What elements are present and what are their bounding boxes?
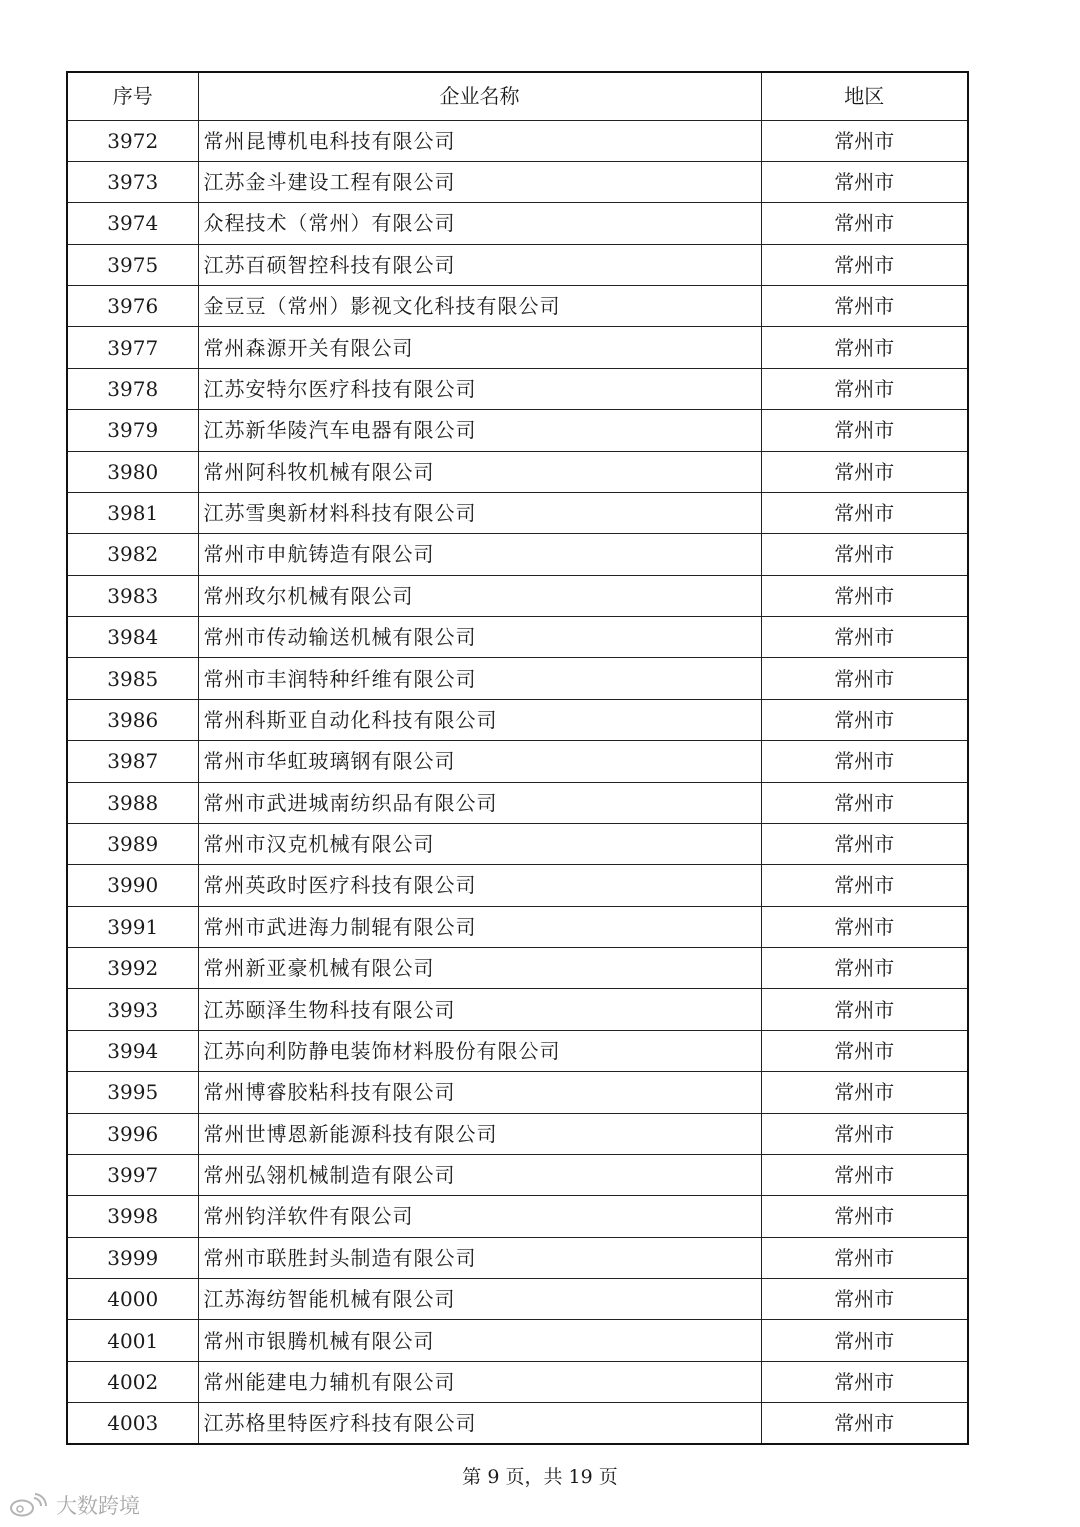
serial-number-cell: 3976 [67, 286, 198, 327]
table-row [67, 658, 968, 699]
serial-number-cell: 3985 [67, 658, 198, 699]
serial-number-cell: 3979 [67, 410, 198, 451]
table-row [67, 1196, 968, 1237]
company-name-cell: 常州市银腾机械有限公司 [198, 1320, 761, 1361]
serial-number-cell: 3995 [67, 1072, 198, 1113]
company-name-cell: 常州世博恩新能源科技有限公司 [198, 1113, 761, 1154]
company-name-cell: 江苏海纺智能机械有限公司 [198, 1279, 761, 1320]
region-cell: 常州市 [761, 244, 968, 285]
page-number-footer: 第 9 页，共 19 页 [462, 1466, 618, 1488]
region-cell: 常州市 [761, 1237, 968, 1278]
table-row [67, 1072, 968, 1113]
company-name-cell: 江苏格里特医疗科技有限公司 [198, 1403, 761, 1444]
serial-number-cell: 3974 [67, 203, 198, 244]
region-cell: 常州市 [761, 1154, 968, 1195]
region-cell: 常州市 [761, 1403, 968, 1444]
region-cell: 常州市 [761, 1361, 968, 1402]
company-name-cell: 江苏金斗建设工程有限公司 [198, 161, 761, 202]
company-name-cell: 常州市华虹玻璃钢有限公司 [198, 741, 761, 782]
region-cell: 常州市 [761, 451, 968, 492]
weibo-logo-icon [8, 1492, 50, 1518]
serial-number-cell: 3990 [67, 865, 198, 906]
company-name-cell: 常州阿科牧机械有限公司 [198, 451, 761, 492]
serial-number-cell: 3992 [67, 948, 198, 989]
company-name-cell: 众程技术（常州）有限公司 [198, 203, 761, 244]
serial-number-cell: 3989 [67, 823, 198, 864]
table-row [67, 989, 968, 1030]
region-cell: 常州市 [761, 989, 968, 1030]
serial-number-cell: 3987 [67, 741, 198, 782]
serial-number-cell: 3997 [67, 1154, 198, 1195]
table-row [67, 948, 968, 989]
serial-number-cell: 3975 [67, 244, 198, 285]
company-name-cell: 常州市汉克机械有限公司 [198, 823, 761, 864]
serial-number-cell: 4003 [67, 1403, 198, 1444]
table-row [67, 1361, 968, 1402]
serial-number-cell: 4000 [67, 1279, 198, 1320]
table-row [67, 492, 968, 533]
company-name-cell: 常州能建电力辅机有限公司 [198, 1361, 761, 1402]
header-company-name: 企业名称 [198, 72, 761, 120]
table-row [67, 823, 968, 864]
region-cell: 常州市 [761, 368, 968, 409]
region-cell: 常州市 [761, 1113, 968, 1154]
company-name-cell: 常州市申航铸造有限公司 [198, 534, 761, 575]
company-name-cell: 常州市武进城南纺织品有限公司 [198, 782, 761, 823]
table-row [67, 1279, 968, 1320]
table-row [67, 203, 968, 244]
region-cell: 常州市 [761, 782, 968, 823]
region-cell: 常州市 [761, 948, 968, 989]
company-name-cell: 江苏向利防静电装饰材料股份有限公司 [198, 1030, 761, 1071]
region-cell: 常州市 [761, 534, 968, 575]
serial-number-cell: 3978 [67, 368, 198, 409]
table-row [67, 451, 968, 492]
region-cell: 常州市 [761, 120, 968, 161]
region-cell: 常州市 [761, 410, 968, 451]
company-name-cell: 常州市联胜封头制造有限公司 [198, 1237, 761, 1278]
watermark [8, 1490, 140, 1520]
region-cell: 常州市 [761, 1030, 968, 1071]
table-row [67, 906, 968, 947]
region-cell: 常州市 [761, 203, 968, 244]
table-row [67, 575, 968, 616]
table-row [67, 617, 968, 658]
region-cell: 常州市 [761, 865, 968, 906]
table-row [67, 741, 968, 782]
region-cell: 常州市 [761, 823, 968, 864]
company-name-cell: 江苏雪奥新材料科技有限公司 [198, 492, 761, 533]
region-cell: 常州市 [761, 1279, 968, 1320]
company-name-cell: 常州钧洋软件有限公司 [198, 1196, 761, 1237]
region-cell: 常州市 [761, 492, 968, 533]
company-name-cell: 常州昆博机电科技有限公司 [198, 120, 761, 161]
table-row [67, 699, 968, 740]
company-name-cell: 常州市传动输送机械有限公司 [198, 617, 761, 658]
table-row [67, 534, 968, 575]
serial-number-cell: 3973 [67, 161, 198, 202]
company-name-cell: 常州市武进海力制辊有限公司 [198, 906, 761, 947]
region-cell: 常州市 [761, 327, 968, 368]
region-cell: 常州市 [761, 1196, 968, 1237]
table-row [67, 368, 968, 409]
company-name-cell: 常州玫尔机械有限公司 [198, 575, 761, 616]
serial-number-cell: 3994 [67, 1030, 198, 1071]
table-row [67, 1237, 968, 1278]
table-row [67, 782, 968, 823]
serial-number-cell: 3981 [67, 492, 198, 533]
watermark-text: 大数跨境 [56, 1494, 140, 1518]
table-row [67, 327, 968, 368]
company-list-table [66, 71, 969, 1445]
region-cell: 常州市 [761, 1320, 968, 1361]
company-name-cell: 江苏百硕智控科技有限公司 [198, 244, 761, 285]
serial-number-cell: 3982 [67, 534, 198, 575]
region-cell: 常州市 [761, 286, 968, 327]
company-name-cell: 常州弘翎机械制造有限公司 [198, 1154, 761, 1195]
region-cell: 常州市 [761, 1072, 968, 1113]
company-name-cell: 江苏颐泽生物科技有限公司 [198, 989, 761, 1030]
table-body [67, 120, 968, 1444]
company-name-cell: 金豆豆（常州）影视文化科技有限公司 [198, 286, 761, 327]
table-row [67, 161, 968, 202]
company-name-cell: 江苏安特尔医疗科技有限公司 [198, 368, 761, 409]
serial-number-cell: 3977 [67, 327, 198, 368]
serial-number-cell: 3993 [67, 989, 198, 1030]
company-name-cell: 常州英政时医疗科技有限公司 [198, 865, 761, 906]
table-row [67, 1403, 968, 1444]
company-name-cell: 常州博睿胶粘科技有限公司 [198, 1072, 761, 1113]
serial-number-cell: 3972 [67, 120, 198, 161]
table-row [67, 1154, 968, 1195]
serial-number-cell: 3998 [67, 1196, 198, 1237]
region-cell: 常州市 [761, 161, 968, 202]
region-cell: 常州市 [761, 617, 968, 658]
region-cell: 常州市 [761, 906, 968, 947]
company-name-cell: 常州科斯亚自动化科技有限公司 [198, 699, 761, 740]
region-cell: 常州市 [761, 575, 968, 616]
serial-number-cell: 3980 [67, 451, 198, 492]
table-row [67, 865, 968, 906]
region-cell: 常州市 [761, 658, 968, 699]
serial-number-cell: 3983 [67, 575, 198, 616]
region-cell: 常州市 [761, 741, 968, 782]
table-row [67, 120, 968, 161]
header-serial-number: 序号 [67, 72, 198, 120]
serial-number-cell: 3988 [67, 782, 198, 823]
table-row [67, 1113, 968, 1154]
header-region: 地区 [761, 72, 968, 120]
table-row [67, 1030, 968, 1071]
serial-number-cell: 4001 [67, 1320, 198, 1361]
company-name-cell: 常州森源开关有限公司 [198, 327, 761, 368]
serial-number-cell: 3984 [67, 617, 198, 658]
serial-number-cell: 3986 [67, 699, 198, 740]
table-row [67, 410, 968, 451]
company-name-cell: 常州新亚豪机械有限公司 [198, 948, 761, 989]
table-row [67, 286, 968, 327]
region-cell: 常州市 [761, 699, 968, 740]
company-name-cell: 江苏新华陵汽车电器有限公司 [198, 410, 761, 451]
table-row [67, 244, 968, 285]
serial-number-cell: 4002 [67, 1361, 198, 1402]
serial-number-cell: 3996 [67, 1113, 198, 1154]
table-row [67, 1320, 968, 1361]
company-name-cell: 常州市丰润特种纤维有限公司 [198, 658, 761, 699]
table-header-row [67, 72, 968, 120]
serial-number-cell: 3991 [67, 906, 198, 947]
serial-number-cell: 3999 [67, 1237, 198, 1278]
